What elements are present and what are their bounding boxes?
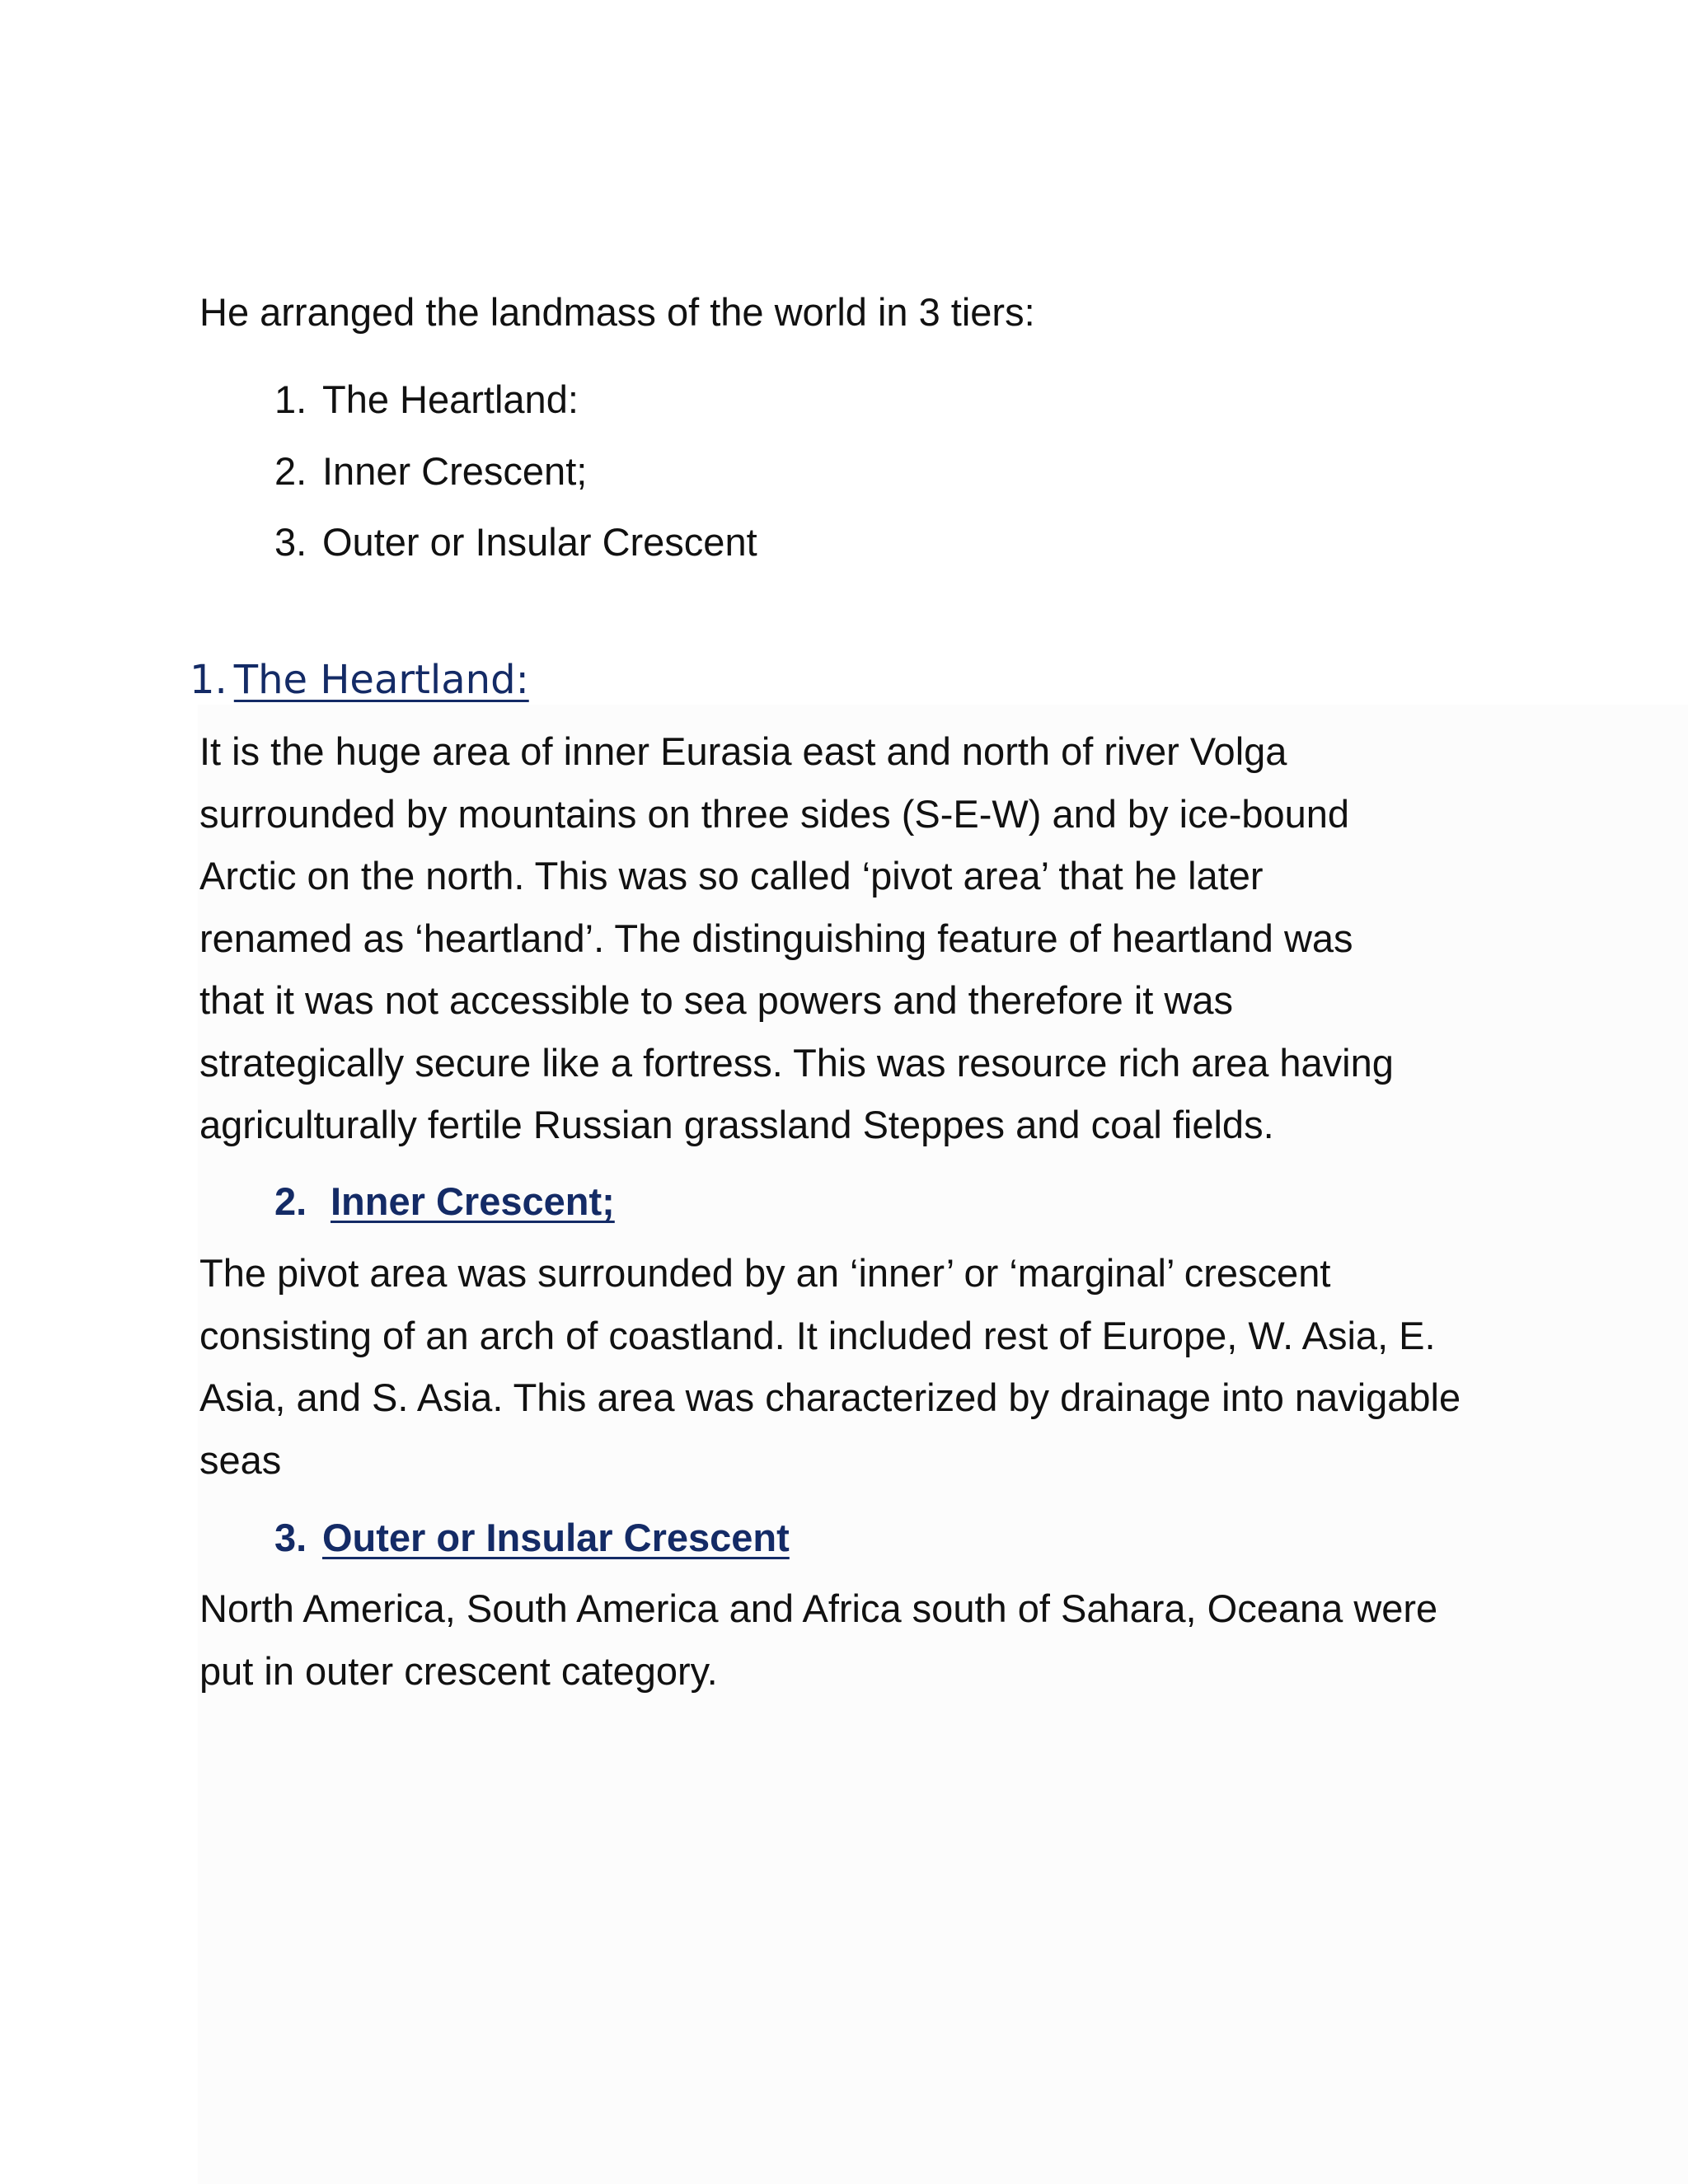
heading-number: 2. (274, 1179, 307, 1223)
outer-crescent-paragraph (199, 1577, 1493, 1702)
heading-number: 1. (190, 657, 227, 703)
paragraph-line: surrounded by mountains on three sides (S-E-W) and by ice-bound (199, 791, 1350, 836)
paragraph-line: renamed as ‘heartland’. The distinguishing feature of heartland was (199, 916, 1353, 960)
paragraph-line: put in outer crescent category. (199, 1648, 718, 1693)
list-number: 2. (274, 449, 307, 493)
tier-list-item (274, 447, 587, 496)
paragraph-line: Arctic on the north. This was so called ‘pivot area’ that he later (199, 854, 1264, 898)
heading-number: 3. (274, 1516, 307, 1559)
tier-list-item (274, 518, 757, 567)
paragraph-line: agriculturally fertile Russian grassland Steppes and coal fields. (199, 1103, 1274, 1146)
heading-title: Outer or Insular Crescent (322, 1516, 790, 1559)
heading-title: Inner Crescent; (331, 1179, 615, 1223)
paragraph-line: It is the huge area of inner Eurasia east and north of river Volga (199, 729, 1287, 773)
list-label: Inner Crescent; (322, 449, 588, 493)
heartland-heading (190, 651, 529, 709)
list-number: 3. (274, 520, 307, 564)
list-label: Outer or Insular Crescent (322, 520, 757, 564)
paragraph-line: consisting of an arch of coastland. It included rest of Europe, W. Asia, E. (199, 1313, 1436, 1357)
inner-crescent-paragraph (199, 1242, 1493, 1491)
paragraph-line: seas (199, 1437, 282, 1482)
paragraph-line: strategically secure like a fortress. This was resource rich area having (199, 1040, 1394, 1085)
tier-list-item (274, 375, 579, 424)
paragraph-line: North America, South America and Africa south of Sahara, Oceana were (199, 1586, 1438, 1630)
paragraph-line: Asia, and S. Asia. This area was characterized by drainage into navigable (199, 1376, 1461, 1419)
outer-crescent-heading (274, 1513, 790, 1563)
paragraph-line: that it was not accessible to sea powers and therefore it was (199, 978, 1233, 1022)
inner-crescent-heading (274, 1177, 615, 1226)
heartland-paragraph (199, 720, 1493, 1156)
intro-text: He arranged the landmass of the world in 3 tiers: (199, 290, 1035, 334)
paragraph-line: The pivot area was surrounded by an ‘inner’ or ‘marginal’ crescent (199, 1251, 1331, 1295)
heading-title: The Heartland: (233, 657, 529, 703)
list-label: The Heartland: (322, 377, 579, 421)
list-number: 1. (274, 377, 307, 421)
